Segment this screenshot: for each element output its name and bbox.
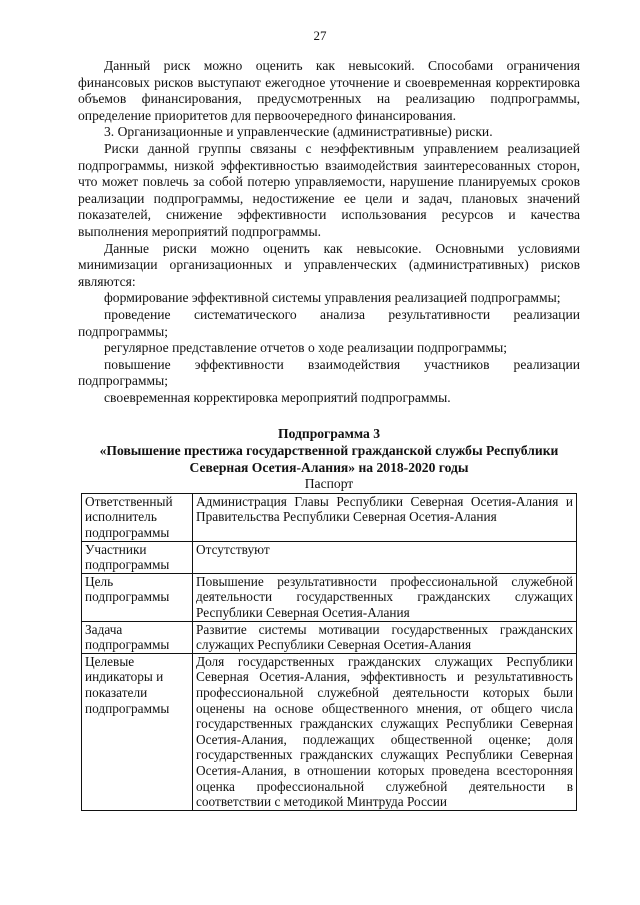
- row-value: Повышение результативности профессиональной служебной деятельности государственных гражданских служащих Республики Северная Осетия-Алания: [193, 573, 577, 621]
- list-item-management-system: формирование эффективной системы управления реализацией подпрограммы;: [104, 290, 561, 306]
- row-label: Целевые индикаторы и показатели подпрограммы: [82, 653, 193, 810]
- table-row: [82, 621, 577, 653]
- page-number: 27: [313, 28, 327, 43]
- paragraph-minimization-conditions: Данные риски можно оценить как невысокие. Основными условиями минимизации организационных и управленческих (административных) рисков являются:: [78, 240, 580, 289]
- table-row: [82, 541, 577, 573]
- passport-table: [81, 493, 577, 811]
- row-label: Цель подпрограммы: [82, 573, 193, 621]
- row-value: Отсутствуют: [193, 541, 577, 573]
- row-label: Ответственный исполнитель подпрограммы: [82, 493, 193, 541]
- table-row: [82, 653, 577, 810]
- paragraph-risk-assessment: Данный риск можно оценить как невысокий. Способами ограничения финансовых рисков выступают ежегодное уточнение и своевременная корректировка объемов финансирования, предусмотренных на реализацию подпрограммы, определение приоритетов для первоочередного финансирования.: [78, 58, 580, 123]
- subprogram-title-heading: «Повышение престижа государственной гражданской службы Республики Северная Осетия-Алания» на 2018-2020 годы: [99, 443, 559, 475]
- list-item-timely-adjustment: своевременная корректировка мероприятий подпрограммы.: [104, 389, 451, 405]
- subprogram-number-heading: Подпрограмма 3: [278, 426, 380, 442]
- passport-title: Паспорт: [304, 476, 354, 492]
- row-value: Администрация Главы Республики Северная Осетия-Алания и Правительства Республики Северная Осетия-Алания: [193, 493, 577, 541]
- paragraph-risk-group-title: 3. Организационные и управленческие (административные) риски.: [104, 124, 493, 140]
- row-value: Развитие системы мотивации государственных гражданских служащих Республики Северная Осетия-Алания: [193, 621, 577, 653]
- indicator-comprehensive-assessment: доля государственных гражданских служащих Республики Северная Осетия-Алания, в отношении которых проведена всесторонняя оценка профессиональной служебной деятельности в соответствии с методикой Минтруда России: [196, 731, 573, 810]
- table-row: [82, 493, 577, 541]
- document-body: [78, 58, 580, 811]
- paragraph-risk-group-description: Риски данной группы связаны с неэффективным управлением реализацией подпрограммы, низкой эффективностью взаимодействия заинтересованных сторон, что может повлечь за собой потерю управляемости, нарушение планируемых сроков реализации подпрограммы, недостижение ее цели и задач, плановых значений показателей, снижение эффективности использования ресурсов и качества выполнения мероприятий подпрограммы.: [78, 140, 580, 239]
- row-value: [193, 653, 577, 810]
- list-item-interaction-efficiency: повышение эффективности взаимодействия участников реализации подпрограммы;: [78, 356, 580, 389]
- list-item-regular-reports: регулярное представление отчетов о ходе реализации подпрограммы;: [104, 340, 508, 356]
- list-item-systematic-analysis: проведение систематического анализа результативности реализации подпрограммы;: [78, 306, 580, 339]
- indicator-public-opinion: Доля государственных гражданских служащих Республики Северная Осетия-Алания, эффективность и результативность профессиональной служебной деятельности которых были оценены на основе общественного мнения, от общего числа государственных гражданских служащих Республики Северная Осетия-Алания, подлежащих общественной оценке;: [196, 653, 573, 747]
- row-label: Участники подпрограммы: [82, 541, 193, 573]
- row-label: Задача подпрограммы: [82, 621, 193, 653]
- table-row: [82, 573, 577, 621]
